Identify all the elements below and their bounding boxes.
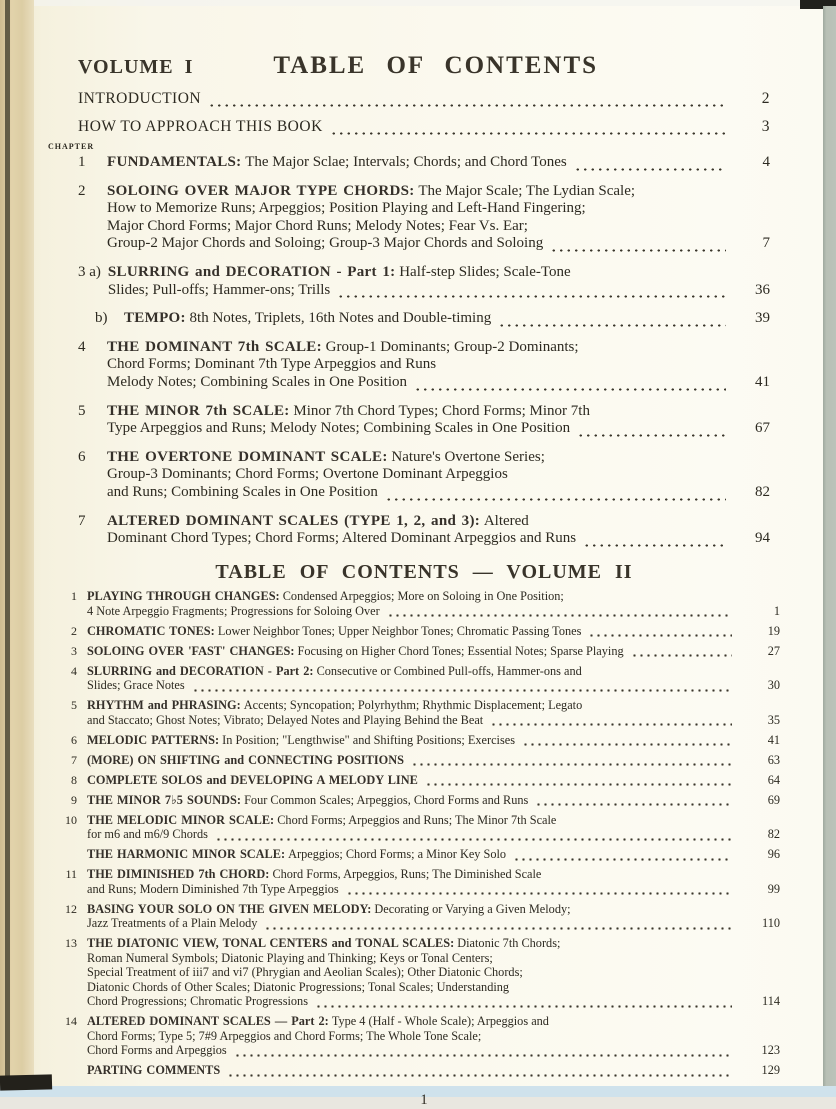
front-matter-section [78, 89, 770, 136]
page-number: 63 [767, 752, 780, 767]
entry-body [87, 644, 734, 659]
toc-entry [62, 664, 780, 693]
page-number: 39 [755, 310, 770, 327]
entry-title: THE DIMINISHED 7th CHORD: [87, 867, 270, 882]
entry-title: MELODIC PATTERNS: [87, 732, 220, 747]
volume1-section [78, 154, 770, 548]
entry-text: Major Chord Forms; Major Chord Runs; Melody Notes; Fear Vs. Ear; [107, 217, 528, 234]
volume2-header: TABLE OF CONTENTS — VOLUME II [215, 560, 633, 583]
chapter-column-label: CHAPTER [48, 142, 95, 151]
dot-leader [631, 648, 732, 657]
entry-text: Arpeggios; Chord Forms; a Minor Key Solo [285, 847, 507, 862]
page-number: 110 [762, 916, 780, 931]
dot-leader [574, 160, 726, 171]
entry-line [78, 117, 728, 136]
toc-entry [62, 1014, 780, 1058]
entry-text: and Runs; Combining Scales in One Position [107, 483, 378, 500]
entry-body [107, 449, 728, 502]
entry-line [87, 589, 734, 604]
entry-title: THE OVERTONE DOMINANT SCALE: [107, 448, 388, 465]
entry-text: Slides; Pull-offs; Hammer-ons; Trills [107, 281, 331, 298]
dot-leader [583, 536, 726, 547]
dot-leader [535, 797, 732, 806]
dot-leader [192, 683, 732, 692]
entry-text: 8th Notes, Triplets, 16th Notes and Double-timing [185, 310, 492, 327]
entry-text: Group-3 Dominants; Chord Forms; Overtone Dominant Arpeggios [107, 466, 508, 483]
entry-text: Chord Progressions; Chromatic Progressions [87, 994, 308, 1009]
toc-entry [78, 264, 770, 299]
page-header [78, 52, 770, 80]
entry-line [107, 356, 728, 374]
chapter-number: 6 [71, 732, 77, 747]
entry-text: for m6 and m6/9 Chords [87, 827, 208, 842]
toc-entry [62, 867, 780, 896]
entry-text: and Runs; Modern Diminished 7th Type Arpeggios [87, 881, 339, 896]
entry-line [108, 282, 728, 300]
entry-line [87, 980, 734, 995]
entry-line [107, 200, 728, 218]
entry-line [87, 827, 734, 842]
entry-text: Consecutive or Combined Pull-offs, Hammer-ons and [313, 663, 582, 678]
entry-title: THE MELODIC MINOR SCALE: [87, 812, 275, 827]
entry-text: Chord Forms and Arpeggios [87, 1043, 227, 1058]
page-number: 129 [761, 1063, 780, 1078]
entry-title: SOLOING OVER MAJOR TYPE CHORDS: [107, 182, 415, 199]
dot-leader [264, 921, 732, 930]
entry-body [87, 624, 734, 639]
toc-entry [78, 183, 770, 253]
entry-text: Nature's Overtone Series; [387, 448, 545, 465]
entry-title: THE DIATONIC VIEW, TONAL CENTERS and TONAL SCALES: [87, 936, 455, 951]
entry-body [78, 117, 728, 136]
toc-entry [78, 310, 770, 328]
entry-text: The Major Sclae; Intervals; Chords; and Chord Tones [241, 154, 567, 170]
page-number: 94 [755, 530, 770, 547]
page-number: 69 [767, 792, 780, 807]
toc-entry [78, 513, 770, 548]
entry-text: INTRODUCTION [78, 90, 202, 107]
chapter-number: 12 [65, 901, 77, 916]
entry-body [108, 264, 728, 299]
entry-title: SOLOING OVER 'FAST' CHANGES: [87, 643, 295, 658]
entry-title: FUNDAMENTALS: [107, 154, 242, 170]
entry-title: PLAYING THROUGH CHANGES: [87, 589, 280, 604]
toc-entry [78, 89, 770, 108]
dot-leader [513, 852, 732, 861]
entry-title: BASING YOUR SOLO ON THE GIVEN MELODY: [87, 901, 372, 916]
toc-entry [62, 793, 780, 808]
entry-text: Group-1 Dominants; Group-2 Dominants; [321, 338, 579, 355]
toc-entry [62, 624, 780, 639]
entry-body [87, 698, 734, 727]
entry-text: Group-2 Major Chords and Soloing; Group-3 Major Chords and Soloing [107, 235, 544, 252]
chapter-number: 4 [78, 338, 86, 355]
entry-text: Special Treatment of iii7 and vi7 (Phrygian and Aeolian Scales); Other Diatonic Chords; [87, 965, 523, 980]
entry-title: THE MINOR 7♭5 SOUNDS: [87, 792, 241, 807]
page-number: 99 [767, 881, 780, 896]
chapter-number: 2 [71, 623, 77, 638]
chapter-number: 3 a) [78, 263, 101, 280]
entry-line [87, 902, 734, 917]
entry-line [107, 484, 728, 502]
entry-line [108, 264, 728, 282]
entry-text: 4 Note Arpeggio Fragments; Progressions for Soloing Over [87, 603, 380, 618]
dot-leader [315, 999, 732, 1008]
page-number: 30 [767, 678, 780, 693]
entry-line [107, 420, 728, 438]
entry-line [107, 235, 728, 253]
chapter-number: 8 [71, 772, 77, 787]
chapter-number: 2 [78, 182, 86, 199]
entry-text: How to Memorize Runs; Arpeggios; Position Playing and Left-Hand Fingering; [107, 200, 586, 217]
entry-text: Jazz Treatments of a Plain Melody [87, 916, 258, 931]
entry-line [87, 813, 734, 828]
entry-line [87, 773, 734, 788]
page-number: 123 [761, 1043, 780, 1058]
entry-text: Four Common Scales; Arpeggios, Chord Forms and Runs [241, 792, 529, 807]
entry-title: RHYTHM and PHRASING: [87, 698, 241, 713]
page-number: 82 [767, 827, 780, 842]
page-number: 67 [755, 420, 770, 437]
entry-text: Accents; Syncopation; Polyrhythm; Rhythmic Displacement; Legato [240, 698, 583, 713]
chapter-number: 6 [78, 448, 86, 465]
entry-body [87, 664, 734, 693]
chapter-number: 4 [71, 663, 77, 678]
dot-leader [550, 241, 726, 252]
dot-leader [414, 380, 726, 391]
page-number: 19 [767, 623, 780, 638]
dot-leader [387, 608, 732, 617]
toc-entry [62, 1063, 780, 1078]
page-number: 41 [755, 373, 770, 390]
entry-title: SLURRING and DECORATION - Part 1: [107, 263, 396, 280]
entry-text: Type 4 (Half - Whole Scale); Arpeggios and [328, 1014, 549, 1029]
entry-line [87, 604, 734, 619]
toc-entry [78, 154, 770, 172]
entry-line [87, 678, 734, 693]
dot-leader [522, 737, 732, 746]
toc-entry [62, 813, 780, 842]
toc-entry [62, 644, 780, 659]
entry-body [87, 753, 734, 768]
entry-line [87, 698, 734, 713]
entry-text: Roman Numeral Symbols; Diatonic Playing and Thinking; Keys or Tonal Centers; [87, 950, 493, 965]
chapter-number: 1 [78, 154, 86, 170]
page-number: 27 [767, 643, 780, 658]
entry-line [107, 183, 728, 201]
entry-text: and Staccato; Ghost Notes; Vibrato; Delayed Notes and Playing Behind the Beat [87, 712, 484, 727]
entry-text: The Major Scale; The Lydian Scale; [414, 182, 636, 199]
toc-entry [62, 936, 780, 1009]
page-content [48, 52, 780, 1109]
chapter-number: 5 [78, 402, 86, 419]
entry-text: Chord Forms; Arpeggios and Runs; The Minor 7th Scale [274, 812, 557, 827]
entry-line [87, 1029, 734, 1044]
entry-line [87, 644, 734, 659]
entry-line [87, 965, 734, 980]
entry-line [78, 89, 728, 108]
entry-body [107, 154, 728, 172]
volume2-section [62, 589, 780, 1078]
scan-corner-bottom-left [0, 1074, 52, 1090]
entry-text: Focusing on Higher Chord Tones; Essential Notes; Sparse Playing [294, 643, 624, 658]
dot-leader [490, 717, 732, 726]
dot-leader [588, 628, 732, 637]
entry-line [87, 951, 734, 966]
entry-line [87, 936, 734, 951]
toc-entry [62, 753, 780, 768]
entry-title: THE MINOR 7th SCALE: [107, 402, 290, 419]
entry-body [87, 733, 734, 748]
entry-text: Chord Forms; Dominant 7th Type Arpeggios and Runs [107, 356, 437, 373]
chapter-number: 7 [71, 752, 77, 767]
chapter-number: 7 [78, 512, 86, 529]
entry-text: Dominant Chord Types; Chord Forms; Altered Dominant Arpeggios and Runs [107, 530, 577, 547]
entry-text: Chord Forms; Type 5; 7#9 Arpeggios and Chord Forms; The Whole Tone Scale; [87, 1028, 482, 1043]
chapter-number: 3 [71, 643, 77, 658]
entry-line [87, 994, 734, 1009]
entry-text: Slides; Grace Notes [87, 678, 185, 693]
entry-text: Condensed Arpeggios; More on Soloing in One Position; [279, 589, 564, 604]
toc-entry [78, 403, 770, 438]
dot-leader [337, 287, 726, 298]
entry-line [107, 403, 728, 421]
entry-body [87, 813, 734, 842]
page-number: 1 [773, 603, 780, 618]
entry-text: Diatonic 7th Chords; [454, 936, 561, 951]
entry-line [87, 916, 734, 931]
page-number: 96 [767, 847, 780, 862]
entry-line [87, 793, 734, 808]
chapter-number: 13 [65, 936, 77, 951]
toc-entry [78, 117, 770, 136]
binding-shadow-line [5, 0, 10, 1081]
entry-line [124, 310, 728, 328]
toc-entry [62, 847, 780, 862]
volume-label: VOLUME I [78, 56, 194, 78]
dot-leader [330, 124, 726, 135]
entry-line [87, 1014, 734, 1029]
entry-body [78, 89, 728, 108]
folio-page-number: 1 [420, 1091, 428, 1108]
chapter-number: b) [95, 310, 108, 327]
entry-text: Decorating or Varying a Given Melody; [371, 901, 571, 916]
entry-title: PARTING COMMENTS [87, 1063, 221, 1078]
entry-title: (MORE) ON SHIFTING and CONNECTING POSITIONS [87, 752, 404, 767]
entry-text: Melody Notes; Combining Scales in One Position [107, 373, 407, 390]
entry-text: Type Arpeggios and Runs; Melody Notes; Combining Scales in One Position [107, 420, 571, 437]
entry-line [87, 847, 734, 862]
chapter-number: 10 [65, 812, 77, 827]
entry-body [107, 183, 728, 253]
entry-body [107, 403, 728, 438]
dot-leader [577, 426, 726, 437]
page-number: 36 [755, 281, 770, 298]
entry-text: Lower Neighbor Tones; Upper Neighbor Tones; Chromatic Passing Tones [214, 623, 582, 638]
entry-body [87, 589, 734, 618]
page-number: 82 [755, 483, 770, 500]
page-number: 2 [761, 90, 770, 107]
chapter-number: 5 [71, 698, 77, 713]
toc-entry [78, 339, 770, 392]
entry-title: TEMPO: [124, 310, 186, 327]
entry-line [87, 753, 734, 768]
entry-line [87, 882, 734, 897]
entry-title: THE DOMINANT 7th SCALE: [107, 338, 322, 355]
entry-line [87, 733, 734, 748]
entry-text: Chord Forms, Arpeggios, Runs; The Diminished Scale [269, 867, 542, 882]
page-number: 64 [767, 772, 780, 787]
chapter-number: 1 [71, 589, 77, 604]
dot-leader [385, 490, 726, 501]
entry-line [87, 624, 734, 639]
entry-line [107, 374, 728, 392]
entry-body [87, 936, 734, 1009]
entry-title: ALTERED DOMINANT SCALES (TYPE 1, 2, and 3): [107, 512, 481, 529]
page-number: 35 [767, 712, 780, 727]
page-number: 7 [762, 235, 770, 252]
entry-line [87, 1063, 734, 1078]
entry-body [87, 793, 734, 808]
dot-leader [208, 96, 726, 107]
toc-entry [62, 733, 780, 748]
toc-entry [62, 902, 780, 931]
toc-entry [62, 589, 780, 618]
page-title: TABLE OF CONTENTS [273, 52, 599, 79]
entry-body [107, 339, 728, 392]
entry-body [87, 1063, 734, 1078]
entry-line [87, 713, 734, 728]
dot-leader [346, 886, 732, 895]
entry-text: In Position; "Lengthwise" and Shifting Positions; Exercises [219, 732, 515, 747]
entry-body [107, 513, 728, 548]
page-number: 3 [761, 118, 770, 135]
chapter-number [62, 847, 87, 862]
page-number: 114 [762, 994, 780, 1009]
chapter-number: 11 [65, 867, 77, 882]
dot-leader [498, 316, 726, 327]
entry-title: THE HARMONIC MINOR SCALE: [87, 847, 286, 862]
entry-body [87, 902, 734, 931]
page-number: 41 [767, 732, 780, 747]
page-number: 4 [762, 154, 770, 170]
entry-body [87, 773, 734, 788]
entry-text: Altered [480, 512, 529, 529]
entry-line [107, 466, 728, 484]
entry-line [107, 339, 728, 357]
dot-leader [227, 1068, 732, 1077]
entry-line [107, 218, 728, 236]
entry-text: Half-step Slides; Scale-Tone [395, 263, 571, 280]
entry-line [107, 530, 728, 548]
toc-entry [62, 698, 780, 727]
dot-leader [425, 777, 732, 786]
entry-line [87, 1043, 734, 1058]
entry-line [107, 513, 728, 531]
entry-text: Minor 7th Chord Types; Chord Forms; Minor 7th [289, 402, 590, 419]
entry-line [87, 867, 734, 882]
entry-line [87, 664, 734, 679]
entry-body [87, 847, 734, 862]
entry-body [124, 310, 728, 328]
toc-entry [78, 449, 770, 502]
scan-right-edge [823, 6, 836, 1097]
entry-body [87, 1014, 734, 1058]
dot-leader [411, 757, 732, 766]
entry-title: SLURRING and DECORATION - Part 2: [87, 663, 314, 678]
dot-leader [234, 1048, 732, 1057]
entry-text: Diatonic Chords of Other Scales; Diatonic Progressions; Tonal Scales; Understanding [87, 979, 510, 994]
chapter-number: 9 [71, 792, 77, 807]
entry-title: CHROMATIC TONES: [87, 623, 215, 638]
entry-body [87, 867, 734, 896]
entry-line [107, 154, 728, 172]
entry-line [107, 449, 728, 467]
entry-title: ALTERED DOMINANT SCALES — Part 2: [87, 1014, 329, 1029]
chapter-number [62, 1063, 87, 1078]
entry-text: HOW TO APPROACH THIS BOOK [78, 118, 323, 135]
dot-leader [215, 832, 732, 841]
entry-title: COMPLETE SOLOS and DEVELOPING A MELODY LINE [87, 772, 418, 787]
chapter-number: 14 [65, 1014, 77, 1029]
scan-top-edge [34, 0, 822, 6]
toc-entry [62, 773, 780, 788]
